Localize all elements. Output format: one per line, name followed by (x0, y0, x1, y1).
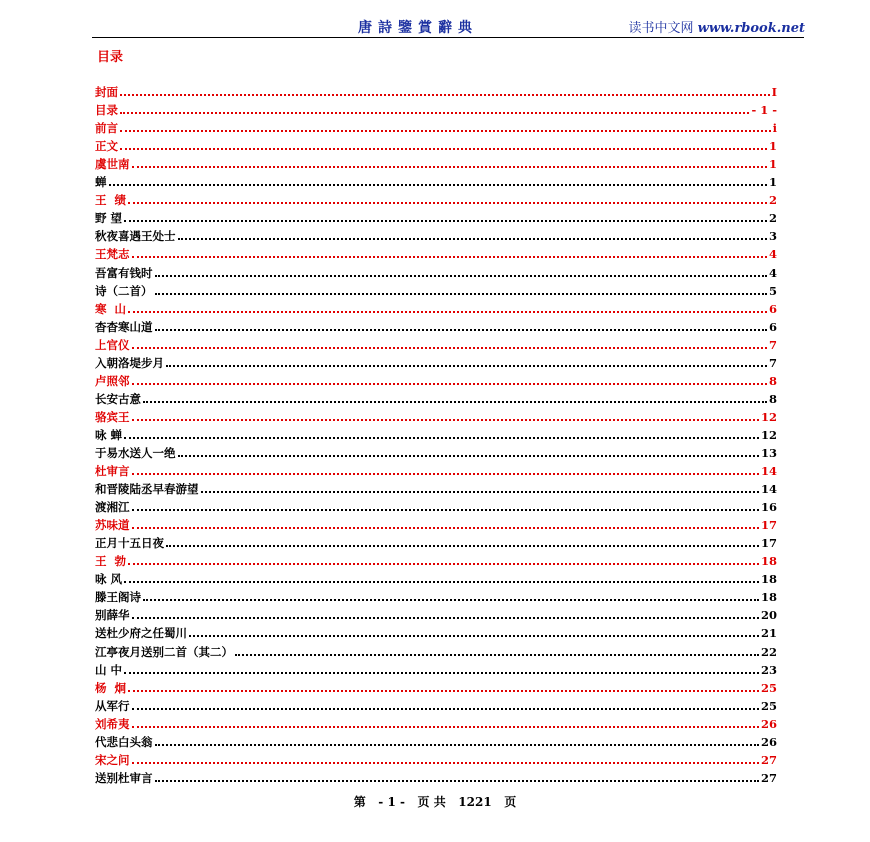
toc-entry[interactable] (95, 406, 777, 424)
toc-entry-page: i (772, 121, 777, 136)
toc-entry-page: 14 (760, 464, 777, 479)
header-divider (92, 37, 804, 38)
page-header (0, 14, 805, 38)
toc-leader-dots (143, 599, 759, 601)
toc-entry-page: 7 (768, 355, 777, 370)
toc-leader-dots (124, 672, 759, 674)
toc-entry-title: 野 望 (95, 211, 123, 226)
toc-entry[interactable] (95, 388, 777, 406)
site-url[interactable]: www.rbook.net (697, 21, 805, 36)
toc-entry[interactable] (95, 659, 777, 677)
toc-entry-page: 23 (760, 662, 777, 677)
toc-entry-title: 寒 山 (95, 301, 127, 316)
toc-leader-dots (155, 329, 767, 331)
toc-entry-title: 和晋陵陆丞早春游望 (95, 482, 199, 497)
toc-entry[interactable] (95, 225, 777, 243)
toc-entry-title: 诗（二首） (95, 283, 153, 298)
toc-entry-page: 1 (768, 139, 777, 154)
toc-entry-page: 4 (768, 265, 777, 280)
toc-leader-dots (128, 311, 767, 313)
toc-leader-dots (124, 220, 767, 222)
toc-entry-page: 26 (760, 734, 777, 749)
toc-entry[interactable] (95, 622, 777, 640)
toc-entry[interactable] (95, 135, 777, 153)
toc-entry-page: 6 (768, 319, 777, 334)
toc-entry[interactable] (95, 316, 777, 334)
toc-leader-dots (201, 491, 759, 493)
toc-leader-dots (124, 581, 759, 583)
toc-leader-dots (132, 708, 759, 710)
toc-leader-dots (166, 545, 759, 547)
toc-entry-title: 送别杜审言 (95, 770, 153, 785)
toc-entry-title: 入朝洛堤步月 (95, 355, 164, 370)
toc-entry-page: 17 (760, 536, 777, 551)
toc-entry[interactable] (95, 117, 777, 135)
toc-entry[interactable] (95, 442, 777, 460)
toc-leader-dots (132, 527, 759, 529)
toc-entry-title: 苏味道 (95, 518, 130, 533)
toc-entry-page: 1 (768, 175, 777, 190)
toc-entry[interactable] (95, 767, 777, 785)
toc-entry[interactable] (95, 514, 777, 532)
toc-entry-page: 21 (760, 626, 777, 641)
page-footer (0, 793, 870, 810)
toc-entry-title: 封面 (95, 85, 118, 100)
toc-entry[interactable] (95, 370, 777, 388)
toc-entry-title: 刘希夷 (95, 716, 130, 731)
toc-entry[interactable] (95, 243, 777, 261)
toc-entry[interactable] (95, 695, 777, 713)
toc-leader-dots (128, 202, 767, 204)
table-of-contents (95, 81, 777, 785)
toc-entry-title: 杨 炯 (95, 680, 127, 695)
toc-entry-title: 上官仪 (95, 337, 130, 352)
footer-middle: 页 共 (417, 795, 446, 809)
toc-leader-dots (132, 166, 767, 168)
toc-entry[interactable] (95, 604, 777, 622)
toc-leader-dots (124, 437, 759, 439)
toc-leader-dots (120, 94, 770, 96)
toc-entry[interactable] (95, 749, 777, 767)
toc-entry-page: 12 (760, 427, 777, 442)
footer-total-pages: 1221 (458, 795, 492, 809)
toc-entry[interactable] (95, 586, 777, 604)
toc-entry[interactable] (95, 153, 777, 171)
toc-entry-title: 骆宾王 (95, 409, 130, 424)
toc-leader-dots (132, 347, 767, 349)
toc-entry-page: 2 (768, 193, 777, 208)
toc-entry-page: 18 (760, 590, 777, 605)
toc-entry[interactable] (95, 189, 777, 207)
toc-entry-title: 宋之问 (95, 752, 130, 767)
toc-entry-page: 2 (768, 211, 777, 226)
toc-entry-page: 12 (760, 409, 777, 424)
toc-entry-title: 山 中 (95, 662, 123, 677)
book-title: 唐詩鑒賞辭典 (358, 20, 478, 36)
toc-leader-dots (132, 383, 767, 385)
toc-entry-title: 正文 (95, 139, 118, 154)
toc-entry-title: 别薛华 (95, 608, 130, 623)
toc-entry[interactable] (95, 280, 777, 298)
toc-entry-title: 王 绩 (95, 193, 127, 208)
toc-entry[interactable] (95, 713, 777, 731)
toc-entry-page: 17 (760, 518, 777, 533)
toc-entry-title: 秋夜喜遇王处士 (95, 229, 176, 244)
toc-entry-title: 渡湘江 (95, 500, 130, 515)
toc-entry-page: 6 (768, 301, 777, 316)
toc-entry-title: 目录 (95, 103, 118, 118)
toc-entry-title: 咏 风 (95, 572, 123, 587)
toc-entry-page: 8 (768, 373, 777, 388)
toc-entry[interactable] (95, 568, 777, 586)
toc-entry-page: 3 (768, 229, 777, 244)
toc-entry-page: 7 (768, 337, 777, 352)
footer-current-page: - 1 - (378, 795, 405, 809)
toc-entry-page: 25 (760, 698, 777, 713)
toc-entry-page: - 1 - (751, 103, 777, 118)
toc-leader-dots (155, 293, 767, 295)
toc-entry-title: 杳杳寒山道 (95, 319, 153, 334)
toc-entry[interactable] (95, 352, 777, 370)
toc-entry-page: 27 (760, 752, 777, 767)
toc-entry-page: 8 (768, 391, 777, 406)
site-name: 读书中文网 (628, 21, 694, 36)
toc-entry[interactable] (95, 478, 777, 496)
toc-entry[interactable] (95, 261, 777, 279)
toc-leader-dots (128, 563, 759, 565)
toc-entry[interactable] (95, 171, 777, 189)
footer-suffix: 页 (504, 795, 517, 809)
toc-leader-dots (120, 148, 767, 150)
toc-leader-dots (120, 112, 749, 114)
toc-leader-dots (155, 780, 759, 782)
toc-leader-dots (235, 654, 759, 656)
toc-leader-dots (132, 473, 759, 475)
toc-entry[interactable] (95, 460, 777, 478)
toc-leader-dots (132, 617, 759, 619)
toc-entry[interactable] (95, 298, 777, 316)
toc-entry-page: 22 (760, 644, 777, 659)
toc-entry-page: 1 (768, 157, 777, 172)
toc-entry-title: 卢照邻 (95, 373, 130, 388)
toc-leader-dots (109, 184, 767, 186)
toc-entry-title: 送杜少府之任蜀川 (95, 626, 187, 641)
toc-leader-dots (132, 762, 759, 764)
toc-entry-page: 26 (760, 716, 777, 731)
toc-entry[interactable] (95, 207, 777, 225)
toc-entry[interactable] (95, 532, 777, 550)
toc-entry-page: 16 (760, 500, 777, 515)
toc-leader-dots (120, 130, 771, 132)
toc-entry-title: 蝉 (95, 175, 107, 190)
toc-entry-title: 咏 蝉 (95, 427, 123, 442)
toc-leader-dots (132, 726, 759, 728)
footer-prefix: 第 (353, 795, 366, 809)
toc-leader-dots (143, 401, 767, 403)
toc-entry[interactable] (95, 550, 777, 568)
toc-entry-page: 20 (760, 608, 777, 623)
toc-entry[interactable] (95, 81, 777, 99)
toc-entry-page: I (771, 85, 777, 100)
toc-entry[interactable] (95, 99, 777, 117)
toc-entry-title: 江亭夜月送别二首（其二） (95, 644, 233, 659)
toc-entry-title: 虞世南 (95, 157, 130, 172)
toc-entry-page: 14 (760, 482, 777, 497)
toc-entry-title: 吾富有钱时 (95, 265, 153, 280)
toc-entry-title: 王 勃 (95, 554, 127, 569)
toc-entry-page: 27 (760, 770, 777, 785)
toc-entry-title: 前言 (95, 121, 118, 136)
toc-entry-page: 5 (768, 283, 777, 298)
toc-entry-title: 从军行 (95, 698, 130, 713)
toc-entry[interactable] (95, 496, 777, 514)
site-credit (629, 17, 806, 36)
toc-leader-dots (178, 455, 759, 457)
toc-entry[interactable] (95, 677, 777, 695)
toc-entry-title: 王梵志 (95, 247, 130, 262)
toc-entry-page: 18 (760, 572, 777, 587)
toc-entry-page: 13 (760, 445, 777, 460)
toc-leader-dots (155, 744, 759, 746)
toc-leader-dots (166, 365, 767, 367)
toc-entry[interactable] (95, 640, 777, 658)
toc-entry-title: 正月十五日夜 (95, 536, 164, 551)
toc-leader-dots (132, 256, 767, 258)
toc-entry[interactable] (95, 731, 777, 749)
toc-leader-dots (132, 419, 759, 421)
toc-entry-title: 于易水送人一绝 (95, 445, 176, 460)
toc-entry-title: 代悲白头翁 (95, 734, 153, 749)
toc-leader-dots (128, 690, 759, 692)
toc-leader-dots (155, 275, 767, 277)
toc-heading: 目录 (97, 50, 124, 65)
toc-entry[interactable] (95, 424, 777, 442)
toc-leader-dots (178, 238, 767, 240)
toc-entry-page: 25 (760, 680, 777, 695)
toc-entry-title: 杜审言 (95, 464, 130, 479)
toc-entry-title: 长安古意 (95, 391, 141, 406)
toc-entry-page: 4 (768, 247, 777, 262)
toc-leader-dots (189, 635, 759, 637)
toc-entry[interactable] (95, 334, 777, 352)
toc-entry-title: 滕王阁诗 (95, 590, 141, 605)
toc-entry-page: 18 (760, 554, 777, 569)
toc-leader-dots (132, 509, 759, 511)
